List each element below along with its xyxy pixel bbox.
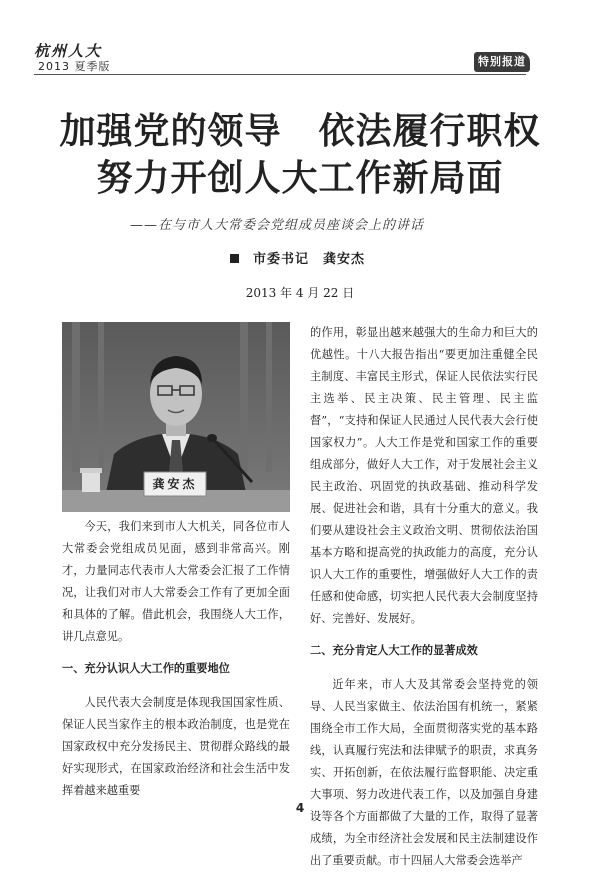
magazine-issue: 2013 夏季版 <box>38 60 111 73</box>
left-column <box>62 516 290 802</box>
section-2-paragraph: 近年来，市人大及其常委会坚持党的领导、人民当家做主、依法治国有机统一，紧紧围绕全市工作大局，全面贯彻落实党的基本路线，认真履行宪法和法律赋予的职责，求真务实、开拓创新，在依法履行监督职能、决定重大事项、努力改进代表工作，以及加强自身建设等各个方面都做了大量的工作，取得了显著成绩，为全市经济社会发展和民主法制建设作出了重要贡献。市十四届人大常委会选举产 <box>310 678 538 867</box>
article-date: 2013 年 4 月 22 日 <box>245 286 355 300</box>
speaker-photo <box>62 322 290 512</box>
continued-paragraph: 的作用，彰显出越来越强大的生命力和巨大的优越性。十八大报告指出“要更加注重健全民主制度、丰富民主形式，保证人民依法实行民主选举、民主决策、民主管理、民主监督”，“支持和保证人民通过人民代表大会行使国家权力”。人大工作是党和国家工作的重要组成部分，做好人大工作，对于发展社会主义民主政治、巩固党的执政基础、推动科学发展、促进社会和谐，具有十分重大的意义。我们要从建设社会主义政治文明、贯彻依法治国基本方略和提高党的执政能力的高度，充分认识人大工作的重要性，增强做好人大工作的责任感和使命感，切实把人民代表大会制度坚持好、完善好、发展好。 <box>310 326 538 625</box>
author-name: 龚安杰 <box>323 252 366 267</box>
page-number: 4 <box>295 801 305 815</box>
bullet-square-icon <box>230 254 239 263</box>
header-rule <box>34 74 526 75</box>
section-1-heading: 一、充分认识人大工作的重要地位 <box>62 662 230 675</box>
speaker-nameplate: 龚安杰 <box>152 477 198 491</box>
author-line <box>230 248 365 267</box>
right-column <box>310 322 538 872</box>
article-subtitle: ——在与市人大常委会党组成员座谈会上的讲话 <box>130 218 425 233</box>
magazine-name: 杭州人大 <box>34 42 103 60</box>
section-badge: 特别报道 <box>474 52 530 72</box>
intro-paragraph: 今天，我们来到市人大机关，同各位市人大常委会党组成员见面，感到非常高兴。刚才，力量同志代表市人大常委会汇报了工作情况，让我们对市人大常委会工作有了更加全面和具体的了解。借此机会，我围绕人大工作，讲几点意见。 <box>62 520 290 643</box>
article-title-line-1: 加强党的领导 依法履行职权 <box>59 111 541 152</box>
article-title-line-2: 努力开创人大工作新局面 <box>96 158 504 199</box>
section-1-paragraph: 人民代表大会制度是体现我国国家性质、保证人民当家作主的根本政治制度，也是党在国家政权中充分发扬民主、贯彻群众路线的最好实现形式，在国家政治经济和社会生活中发挥着越来越重要 <box>62 696 290 797</box>
section-2-heading: 二、充分肯定人大工作的显著成效 <box>310 644 478 657</box>
author-role: 市委书记 <box>253 252 310 267</box>
